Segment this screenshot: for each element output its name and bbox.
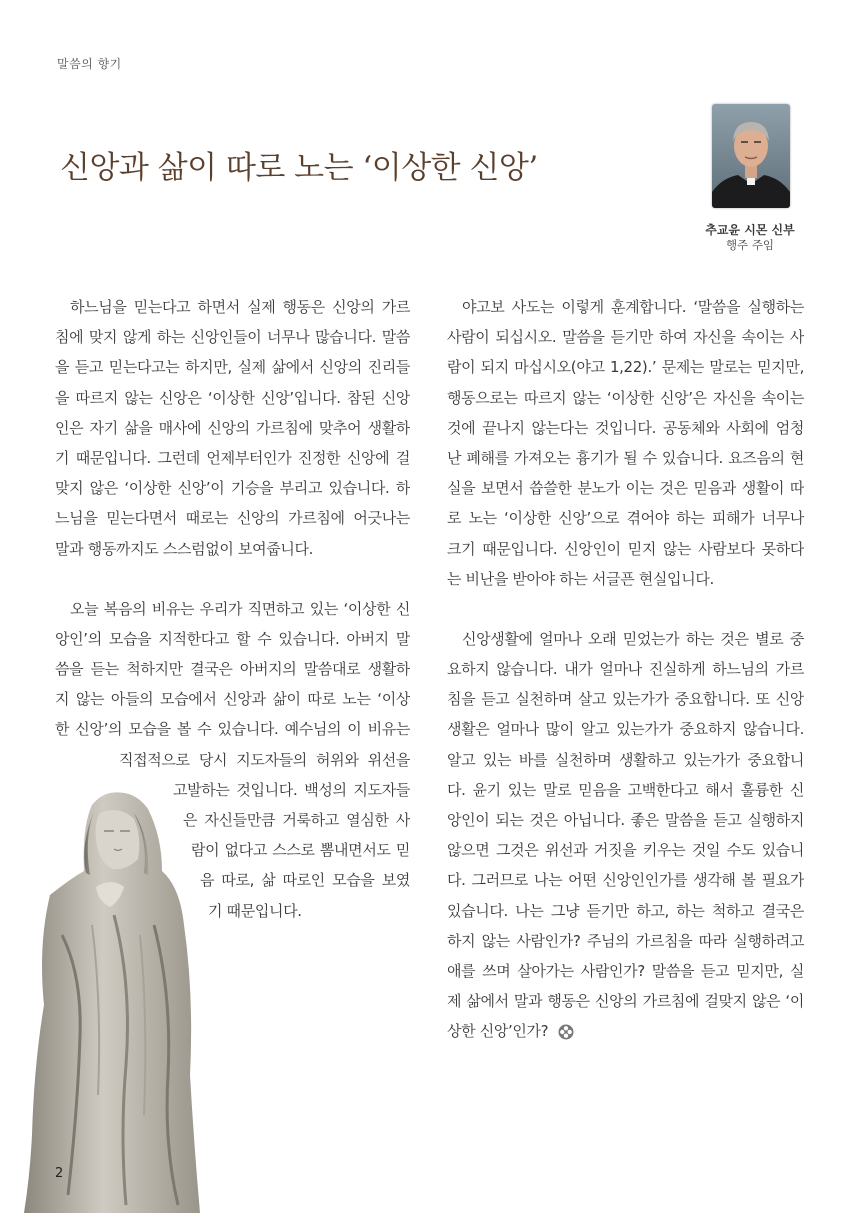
body-line: 는 비난을 받아야 하는 서글픈 현실입니다. bbox=[447, 569, 714, 588]
body-line: 하지 않는 사람인가? 주님의 가르침을 따라 실행하려고 bbox=[447, 931, 804, 950]
body-line: 기 때문입니다. 그런데 언제부터인가 진정한 신앙에 걸 bbox=[55, 448, 410, 467]
body-line: 신앙생활에 얼마나 오래 믿었는가 하는 것은 별로 중 bbox=[462, 629, 804, 648]
body-line: 침을 듣고 실천하며 살고 있는가가 중요합니다. 또 신앙 bbox=[447, 690, 804, 709]
author-name: 추교윤 시몬 신부 bbox=[705, 223, 795, 237]
body-line: 침에 맞지 않게 하는 신앙인들이 너무나 많습니다. 말씀 bbox=[55, 328, 410, 347]
body-line: 인은 자기 삶을 매사에 신앙의 가르침에 맞추어 생활하 bbox=[55, 418, 410, 437]
body-line: 로 노는 ‘이상한 신앙’으로 겪어야 하는 피해가 너무나 bbox=[447, 509, 804, 528]
body-line: 다. 윤기 있는 말로 믿음을 고백한다고 해서 훌륭한 신 bbox=[447, 780, 804, 799]
body-line: 제 삶에서 말과 행동은 신앙의 가르침에 걸맞지 않은 ‘이 bbox=[447, 992, 804, 1011]
body-line: 맞지 않은 ‘이상한 신앙’이 기승을 부리고 있습니다. 하 bbox=[55, 479, 410, 498]
body-line: 람이 없다고 스스로 뽐내면서도 믿 bbox=[191, 841, 410, 860]
body-line: 다. 그러므로 나는 어떤 신앙인인가를 생각해 볼 필요가 bbox=[447, 871, 804, 890]
body-line: 크기 때문입니다. 신앙인이 믿지 않는 사람보다 못하다 bbox=[447, 539, 804, 558]
body-line: 사람이 되십시오. 말씀을 듣기만 하여 자신을 속이는 사 bbox=[447, 328, 804, 347]
author-photo bbox=[712, 104, 790, 208]
body-line: 씀을 듣는 척하지만 결국은 아버지의 말씀대로 생활하 bbox=[55, 660, 410, 679]
praying-statue-image bbox=[22, 775, 212, 1213]
body-line: 음 따로, 삶 따로인 모습을 보였 bbox=[200, 871, 410, 890]
body-line: 한 신앙’의 모습을 볼 수 있습니다. 예수님의 이 비유는 bbox=[55, 720, 410, 739]
body-line: 앙인이 되는 것은 아닙니다. 좋은 말씀을 듣고 실행하지 bbox=[447, 811, 804, 829]
body-line: 요하지 않습니다. 내가 얼마나 진실하게 하느님의 가르 bbox=[447, 660, 804, 679]
body-line: 야고보 사도는 이렇게 훈계합니다. ‘말씀을 실행하는 bbox=[462, 298, 804, 316]
body-line: 오늘 복음의 비유는 우리가 직면하고 있는 ‘이상한 신 bbox=[70, 599, 410, 618]
body-line: 을 따르지 않는 신앙은 ‘이상한 신앙’입니다. 참된 신앙 bbox=[55, 388, 410, 407]
body-line: 은 자신들만큼 거룩하고 열심한 사 bbox=[183, 811, 410, 829]
body-line: 행동으로는 따르지 않는 ‘이상한 신앙’은 자신을 속이는 bbox=[447, 388, 804, 407]
body-line: 기 때문입니다. bbox=[208, 901, 302, 920]
body-line: 있습니다. 나는 그냥 듣기만 하고, 하는 척하고 결국은 bbox=[447, 901, 804, 920]
body-line: 고발하는 것입니다. 백성의 지도자들 bbox=[173, 780, 410, 799]
body-line-text: 상한 신앙’인가? bbox=[447, 1022, 549, 1041]
body-line: 난 폐해를 가져오는 흉기가 될 수 있습니다. 요즈음의 현 bbox=[447, 448, 804, 467]
body-line: 직접적으로 당시 지도자들의 허위와 위선을 bbox=[119, 750, 410, 769]
section-label: 말씀의 향기 bbox=[57, 57, 122, 71]
body-line: 애를 쓰며 살아가는 사람인가? 말씀을 듣고 믿지만, 실 bbox=[447, 961, 804, 980]
body-line: 을 듣고 믿는다고는 하지만, 실제 삶에서 신앙의 진리들 bbox=[55, 358, 410, 377]
author-role: 행주 주임 bbox=[725, 238, 775, 252]
body-line: 앙인’의 모습을 지적한다고 할 수 있습니다. 아버지 말 bbox=[55, 629, 410, 648]
body-line-final bbox=[447, 1016, 804, 1046]
body-line: 지 않는 아들의 모습에서 신앙과 삶이 따로 노는 ‘이상 bbox=[55, 690, 410, 709]
body-line: 않으면 그것은 위선과 거짓을 키우는 것일 수도 있습니 bbox=[447, 841, 804, 860]
body-line: 실을 보면서 씁쓸한 분노가 이는 것은 믿음과 생활이 따 bbox=[447, 479, 804, 498]
body-line: 람이 되지 마십시오(야고 1,22).’ 문제는 말로는 믿지만, bbox=[447, 358, 804, 377]
body-line: 하느님을 믿는다고 하면서 실제 행동은 신앙의 가르 bbox=[70, 298, 410, 316]
body-line: 알고 있는 바를 실천하며 생활하고 있는가가 중요합니 bbox=[447, 750, 804, 769]
right-column bbox=[447, 292, 804, 1047]
body-line: 말과 행동까지도 스스럼없이 보여줍니다. bbox=[55, 539, 314, 558]
flower-ornament-icon bbox=[558, 1024, 574, 1040]
page-number: 2 bbox=[55, 1166, 64, 1181]
author-portrait-image bbox=[712, 104, 790, 208]
body-line: 생활은 얼마나 많이 알고 있는가가 중요하지 않습니다. bbox=[447, 720, 804, 739]
body-line: 느님을 믿는다면서 때로는 신앙의 가르침에 어긋나는 bbox=[55, 509, 410, 528]
article-title: 신앙과 삶이 따로 노는 ‘이상한 신앙’ bbox=[60, 150, 538, 186]
body-line: 것에 끝나지 않는다는 것입니다. 공동체와 사회에 엄청 bbox=[447, 418, 804, 437]
